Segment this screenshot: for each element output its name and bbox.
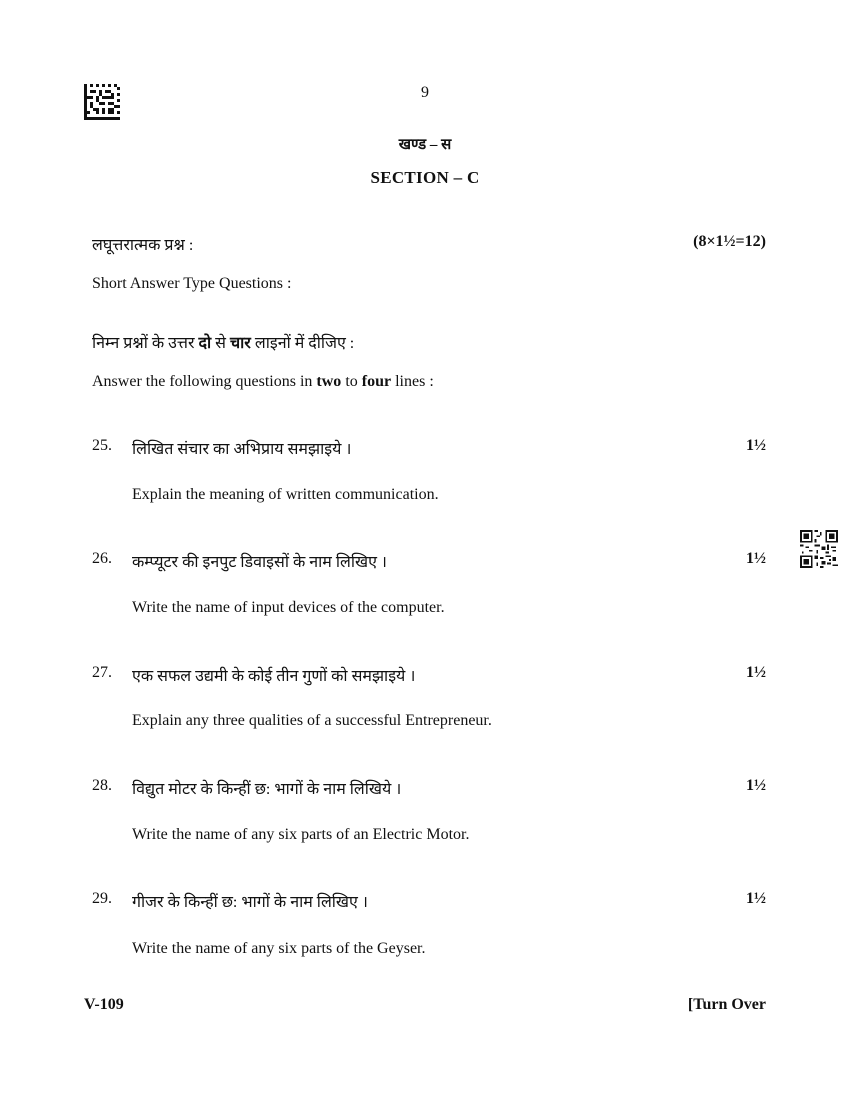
question-text-english: Write the name of any six parts of an Electric Motor. [132,826,470,843]
question-text-hindi: गीजर के किन्हीं छ: भागों के नाम लिखिए । [132,894,368,911]
instruction-hindi-emphasis: दो [198,335,212,352]
instruction-english-part: to [341,373,362,390]
question-marks: 1½ [746,437,766,454]
question-text-hindi: कम्प्यूटर की इनपुट डिवाइसों के नाम लिखिए । [132,554,387,571]
question-number: 27. [92,664,112,681]
instruction-hindi-part: लाइनों में दीजिए : [250,335,355,352]
instruction-english-emphasis: four [361,373,392,390]
question-marks: 1½ [746,777,766,794]
question-marks: 1½ [746,890,766,907]
instruction-hindi-emphasis: चार [229,335,251,352]
question-number: 28. [92,777,112,794]
question-text-hindi: एक सफल उद्यमी के कोई तीन गुणों को समझाइये । [132,668,416,685]
question-text-english: Write the name of input devices of the computer. [132,599,445,616]
paper-code: V-109 [84,996,124,1013]
question-marks: 1½ [746,664,766,681]
section-title-hindi: खण्ड – स [398,137,452,153]
question-number: 26. [92,550,112,567]
question-text-english: Explain the meaning of written communication. [132,486,439,503]
question-text-english: Explain any three qualities of a successful Entrepreneur. [132,712,492,729]
question-text-hindi: लिखित संचार का अभिप्राय समझाइये । [132,441,352,458]
question-number: 25. [92,437,112,454]
section-title-english: SECTION – C [370,168,480,187]
instruction-hindi [92,331,354,353]
instruction-hindi-part: निम्न प्रश्नों के उत्तर [92,335,199,352]
section-marks-total: (8×1½=12) [693,233,766,250]
instruction-english-part: Answer the following questions in [92,373,317,390]
instruction-english-part: lines : [391,373,434,390]
instruction-english-emphasis: two [316,373,342,390]
turn-over-note: [Turn Over [687,996,766,1013]
question-type-hindi: लघूत्तरात्मक प्रश्न : [92,237,194,254]
question-type-english: Short Answer Type Questions : [92,275,292,292]
instruction-english [92,373,434,391]
question-text-hindi: विद्युत मोटर के किन्हीं छ: भागों के नाम लिखिये । [132,781,402,798]
qr-code-icon [800,530,838,568]
question-marks: 1½ [746,550,766,567]
page-number: 9 [421,84,429,101]
question-text-english: Write the name of any six parts of the Geyser. [132,940,426,957]
question-number: 29. [92,890,112,907]
instruction-hindi-part: से [211,335,230,352]
